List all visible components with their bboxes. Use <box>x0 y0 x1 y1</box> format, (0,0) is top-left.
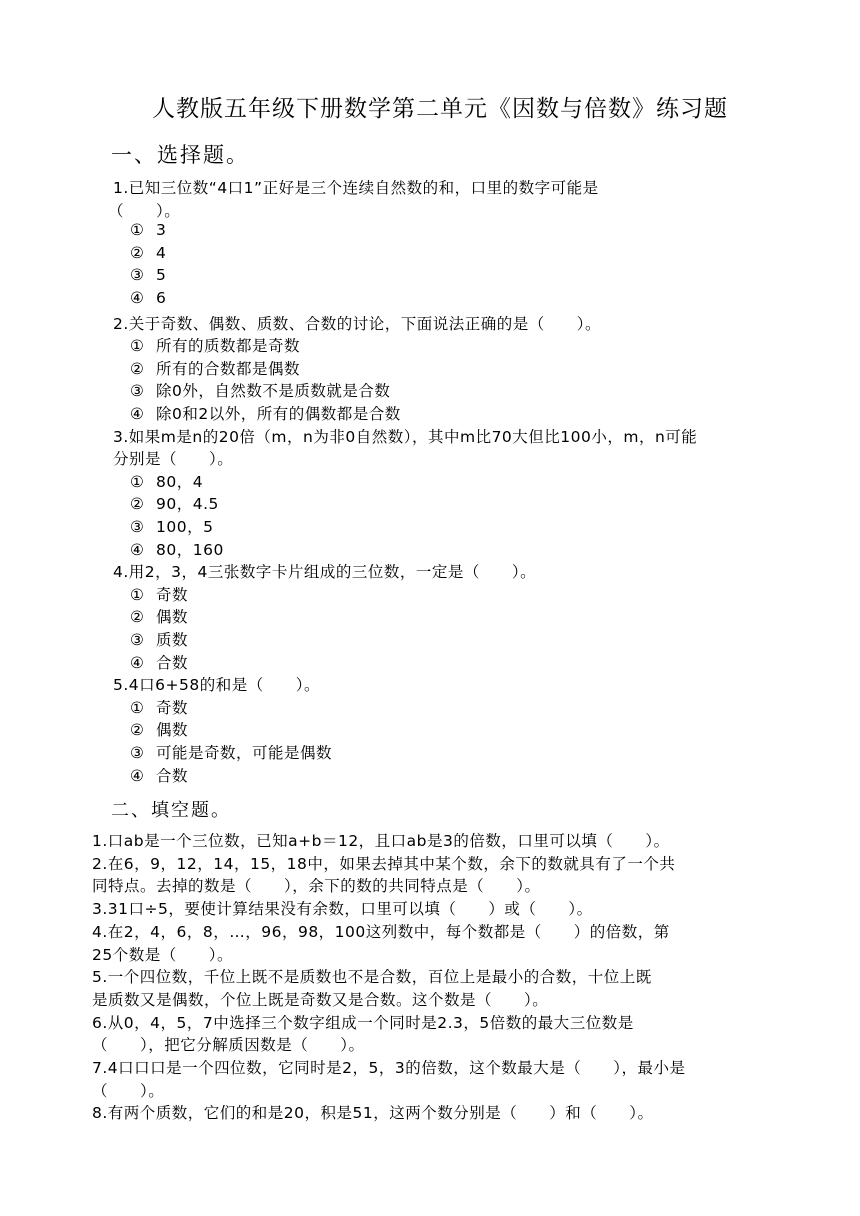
option-marker: ② <box>130 495 145 514</box>
question-4-option <box>130 628 188 650</box>
question-1-option <box>130 266 166 284</box>
question-3-option <box>130 470 203 492</box>
option-text: 可能是奇数，可能是偶数 <box>156 744 333 762</box>
question-4-option <box>130 605 188 627</box>
question-2-option <box>130 402 401 424</box>
option-marker: ② <box>130 359 145 378</box>
question-4-option <box>130 583 188 605</box>
question-5-option <box>130 696 188 718</box>
option-marker: ④ <box>130 405 145 423</box>
option-marker: ④ <box>130 289 145 307</box>
fill-blank-line: 4.在2，4，6，8，…，96，98，100这列数中，每个数都是（ ）的倍数，第 <box>92 922 670 941</box>
option-text: 合数 <box>156 653 189 672</box>
option-marker: ② <box>130 608 145 627</box>
option-text: 奇数 <box>156 698 189 717</box>
option-text: 6 <box>156 289 167 307</box>
question-4-option <box>130 651 188 673</box>
question-1-line: 1.已知三位数“4口1”正好是三个连续自然数的和，口里的数字可能是 <box>113 179 599 197</box>
option-text: 除0和2以外，所有的偶数都是合数 <box>156 405 401 423</box>
option-text: 5 <box>156 266 167 285</box>
option-text: 80，4 <box>156 472 204 491</box>
fill-blank-line: 7.4口口口是一个四位数，它同时是2，5，3的倍数，这个数最大是（ ），最小是 <box>92 1059 686 1077</box>
question-2-option <box>130 357 300 379</box>
option-text: 除0外，自然数不是质数就是合数 <box>156 382 391 401</box>
option-text: 所有的质数都是奇数 <box>156 337 301 356</box>
page-title: 人教版五年级下册数学第二单元《因数与倍数》练习题 <box>152 96 728 122</box>
option-marker: ② <box>130 721 145 740</box>
option-text: 偶数 <box>156 721 189 740</box>
option-text: 偶数 <box>156 608 189 627</box>
option-marker: ④ <box>130 653 145 672</box>
fill-blank-line: 8.有两个质数，它们的和是20，积是51，这两个数分别是（ ）和（ ）。 <box>92 1104 654 1123</box>
question-2-line: 2.关于奇数、偶数、质数、合数的讨论，下面说法正确的是（ ）。 <box>113 314 602 333</box>
question-3-option <box>130 538 224 560</box>
option-marker: ③ <box>130 631 145 649</box>
fill-blank-line: 1.口ab是一个三位数，已知a+b＝12，且口ab是3的倍数，口里可以填（ ）。 <box>92 832 670 850</box>
option-marker: ③ <box>130 518 145 536</box>
fill-blank-line: 2.在6，9，12，14，15，18中，如果去掉其中某个数，余下的数就具有了一个共 <box>92 854 676 873</box>
option-marker: ④ <box>130 766 145 785</box>
question-3-option <box>130 515 213 537</box>
option-text: 80，160 <box>156 540 224 559</box>
option-text: 所有的合数都是偶数 <box>156 359 301 378</box>
question-5-option <box>130 764 188 786</box>
option-marker: ① <box>130 698 145 717</box>
fill-blank-line: 5.一个四位数，千位上既不是质数也不是合数，百位上是最小的合数，十位上既 <box>92 968 652 987</box>
question-5-option <box>130 741 332 763</box>
option-marker: ② <box>130 243 145 262</box>
fill-blank-line: 6.从0，4，5，7中选择三个数字组成一个同时是2.3，5倍数的最大三位数是 <box>92 1013 634 1032</box>
question-5-option <box>130 718 188 740</box>
question-2-option <box>130 379 390 401</box>
question-1-option <box>130 289 166 307</box>
option-text: 奇数 <box>156 585 189 604</box>
question-3-line: 分别是（ ）。 <box>113 450 234 469</box>
fill-blank-line: （ ），把它分解质因数是（ ）。 <box>92 1036 365 1055</box>
question-1-option <box>130 244 166 262</box>
option-marker: ① <box>130 585 145 604</box>
option-marker: ① <box>130 472 145 491</box>
question-3-line: 3.如果m是n的20倍（m，n为非0自然数），其中m比70大但比100小，m，n可能 <box>113 427 698 446</box>
question-5-line: 5.4口6+58的和是（ ）。 <box>113 676 320 695</box>
option-text: 4 <box>156 243 167 262</box>
question-1-option <box>130 221 166 239</box>
section2-heading: 二、填空题。 <box>111 800 231 821</box>
option-marker: ① <box>130 337 145 356</box>
fill-blank-line: （ ）。 <box>92 1081 165 1100</box>
option-text: 100，5 <box>156 518 214 536</box>
fill-blank-line: 同特点。去掉的数是（ ），余下的数的共同特点是（ ）。 <box>92 877 541 896</box>
fill-blank-line: 25个数是（ ）。 <box>92 945 233 964</box>
question-3-option <box>130 492 219 514</box>
option-text: 质数 <box>156 631 189 649</box>
section1-heading: 一、选择题。 <box>111 143 249 167</box>
question-4-line: 4.用2，3，4三张数字卡片组成的三位数，一定是（ ）。 <box>113 563 537 582</box>
option-marker: ③ <box>130 382 145 401</box>
option-text: 90，4.5 <box>156 495 219 514</box>
option-marker: ③ <box>130 744 145 762</box>
fill-blank-line: 是质数又是偶数，个位上既是奇数又是合数。这个数是（ ）。 <box>92 990 549 1009</box>
question-1-line: （ ）。 <box>108 201 181 220</box>
option-marker: ③ <box>130 266 145 285</box>
option-text: 合数 <box>156 766 189 785</box>
option-text: 3 <box>156 221 167 240</box>
question-2-option <box>130 334 300 356</box>
fill-blank-line: 3.31口÷5，要使计算结果没有余数，口里可以填（ ）或（ ）。 <box>92 900 593 919</box>
option-marker: ④ <box>130 540 145 559</box>
option-marker: ① <box>130 221 145 240</box>
